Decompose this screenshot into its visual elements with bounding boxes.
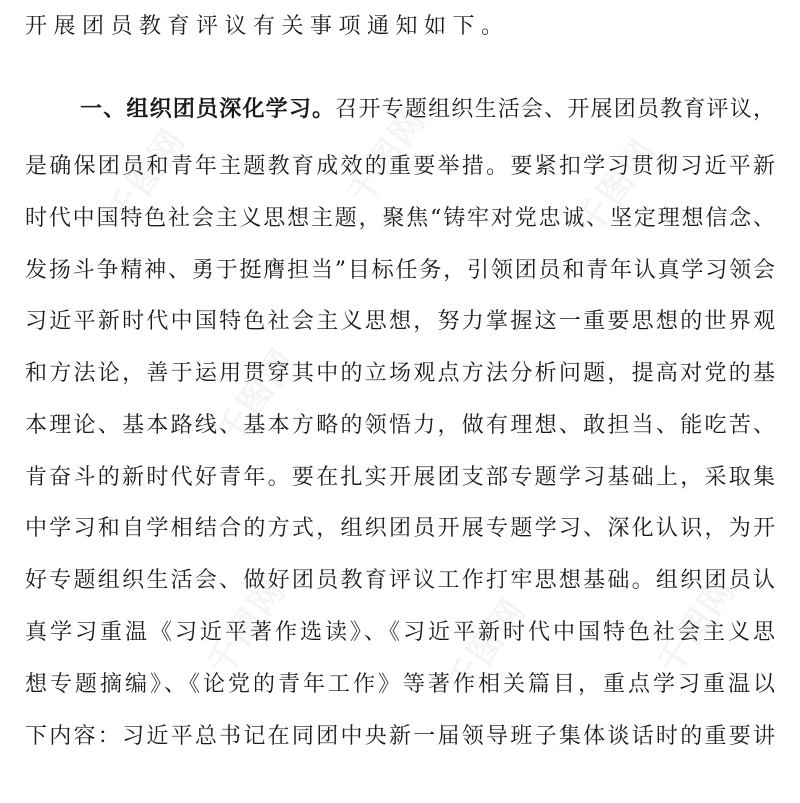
document-line: 是确保团员和青年主题教育成效的重要举措。要紧扣学习贯彻习近平新: [25, 154, 775, 179]
document-line: 想专题摘编》、《论党的青年工作》等著作相关篇目，重点学习重温以: [25, 672, 775, 697]
document-line: 中学习和自学相结合的方式，组织团员开展专题学习、深化认识，为开: [25, 516, 775, 541]
document-line: 时代中国特色社会主义思想主题，聚焦“铸牢对党忠诚、坚定理想信念、: [25, 206, 775, 231]
watermark: 千图网: [199, 570, 295, 683]
document-line: 本理论、基本路线、基本方略的领悟力，做有理想、敢担当、能吃苦、: [25, 413, 775, 438]
document-line: 和方法论，善于运用贯穿其中的立场观点方法分析问题，提高对党的基: [25, 361, 775, 386]
document-line: [25, 773, 775, 803]
document-line-text: 召开专题组织生活会、开展团员教育评议，: [335, 97, 775, 122]
watermark: 千图网: [99, 120, 195, 233]
document-line: 好专题组织生活会、做好团员教育评议工作打牢思想基础。组织团员认: [25, 568, 775, 593]
watermark: 千图网: [439, 590, 535, 703]
watermark: 千图网: [649, 570, 745, 683]
watermark: 千图网: [339, 100, 435, 213]
document-line: 习近平新时代中国特色社会主义思想，努力掌握这一重要思想的世界观: [25, 309, 775, 334]
document-line: 真学习重温《习近平著作选读》、《习近平新时代中国特色社会主义思: [25, 620, 775, 645]
watermark: 千图网: [209, 340, 305, 453]
document-line: 下内容：习近平总书记在同团中央新一届领导班子集体谈话时的重要讲: [25, 724, 775, 749]
document-line: 发扬斗争精神、勇于挺膺担当”目标任务，引领团员和青年认真学习领会: [25, 258, 775, 283]
section-heading: 一、组织团员深化学习。: [80, 97, 336, 122]
document-line: 肯奋斗的新时代好青年。要在扎实开展团支部专题学习基础上，采取集: [25, 465, 775, 490]
watermark: 千图网: [569, 130, 665, 243]
document-line: 开展团员教育评议有关事项通知如下。: [25, 14, 510, 39]
section-paragraph-start: [80, 95, 775, 125]
